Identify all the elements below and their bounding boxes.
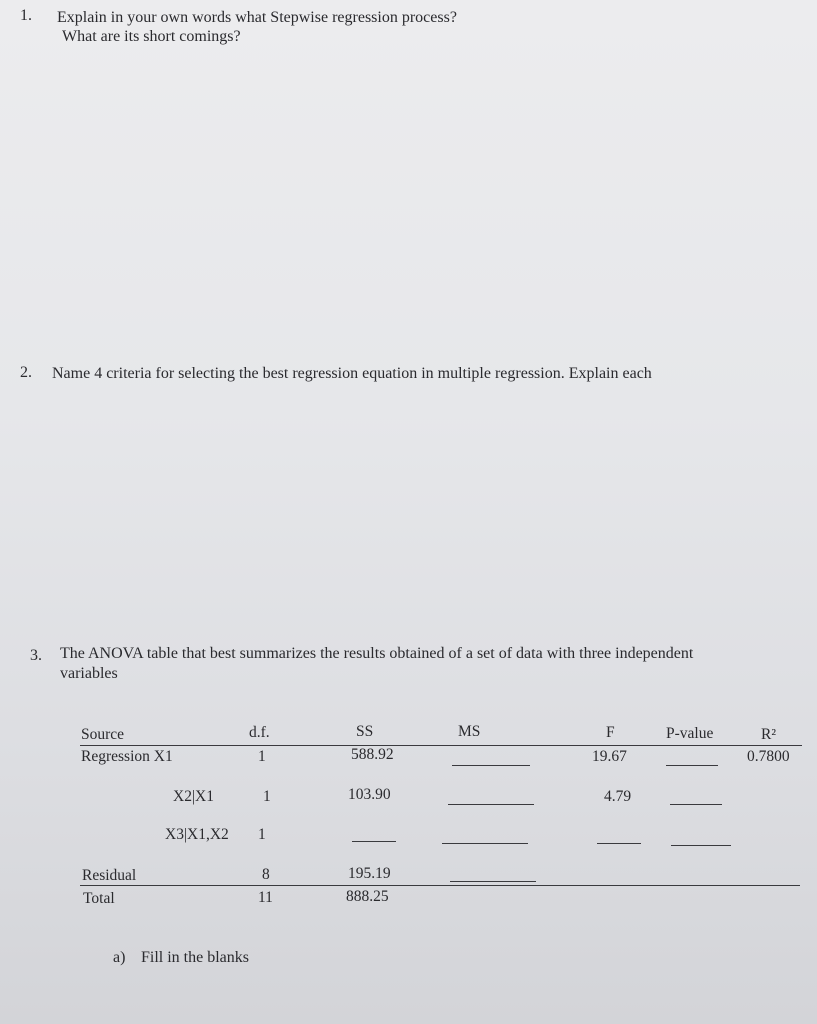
blank-pvalue-x3[interactable] <box>671 845 731 846</box>
blank-ss-x3[interactable] <box>352 841 396 842</box>
row-x2-f: 4.79 <box>604 788 632 805</box>
question-3-text-line2: variables <box>60 665 118 682</box>
header-f: F <box>606 724 615 741</box>
question-1-number: 1. <box>20 7 32 24</box>
row-total-ss: 888.25 <box>346 888 389 905</box>
blank-ms-x3[interactable] <box>442 843 528 844</box>
row-total-source: Total <box>83 890 115 907</box>
row-x2-source: X2|X1 <box>173 788 214 805</box>
header-source: Source <box>81 726 125 743</box>
subpart-a-label: a) <box>113 949 126 966</box>
header-ms: MS <box>458 723 481 740</box>
blank-ms-x2[interactable] <box>448 804 534 805</box>
header-r2: R² <box>761 726 776 743</box>
row-regression-source: Regression X1 <box>81 748 173 765</box>
header-df: d.f. <box>249 724 270 741</box>
row-x2-ss: 103.90 <box>348 786 391 803</box>
question-1-text-line1: Explain in your own words what Stepwise regression process? <box>57 9 457 26</box>
question-3-text-line1: The ANOVA table that best summarizes the results obtained of a set of data with three independent <box>60 645 694 662</box>
subpart-a-text: Fill in the blanks <box>141 949 249 966</box>
blank-ms-residual[interactable] <box>450 881 536 882</box>
blank-ms-x1[interactable] <box>452 765 530 766</box>
row-total-df: 11 <box>258 889 273 906</box>
question-1-text-line2: What are its short comings? <box>62 28 241 45</box>
row-residual-source: Residual <box>82 867 137 884</box>
row-residual-ss: 195.19 <box>348 865 391 882</box>
row-regression-f: 19.67 <box>592 748 627 765</box>
question-3-number: 3. <box>30 647 42 664</box>
blank-f-x3[interactable] <box>597 843 641 844</box>
row-x3-source: X3|X1,X2 <box>165 826 229 843</box>
blank-pvalue-x2[interactable] <box>670 804 722 805</box>
row-regression-ss: 588.92 <box>351 746 394 763</box>
row-regression-r2: 0.7800 <box>747 748 790 765</box>
header-ss: SS <box>356 723 374 740</box>
question-2-text: Name 4 criteria for selecting the best regression equation in multiple regression. Explain each <box>52 365 652 382</box>
row-residual-df: 8 <box>262 866 270 883</box>
blank-pvalue-x1[interactable] <box>666 765 718 766</box>
row-x2-df: 1 <box>263 788 271 805</box>
question-2-number: 2. <box>20 364 32 381</box>
header-rule <box>80 745 802 746</box>
residual-rule <box>80 885 800 886</box>
header-pvalue: P-value <box>666 725 714 742</box>
row-x3-df: 1 <box>258 826 266 843</box>
row-regression-df: 1 <box>258 748 266 765</box>
